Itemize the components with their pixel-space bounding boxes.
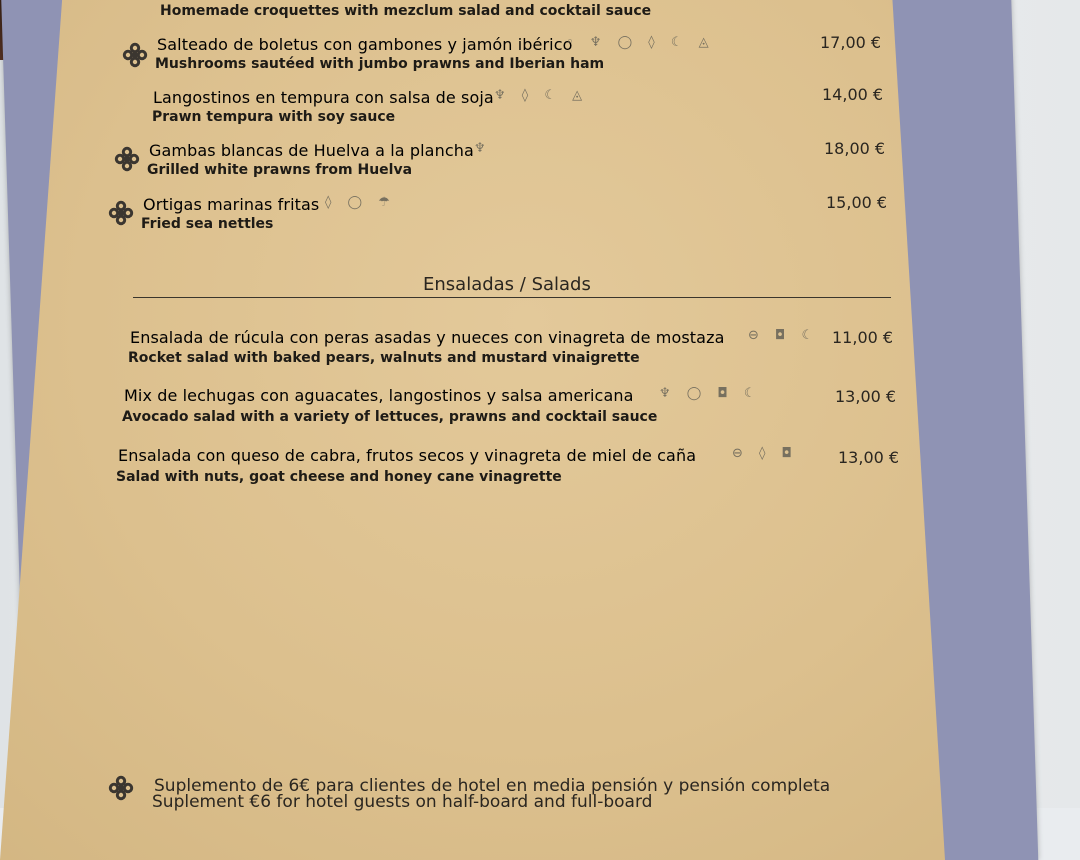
house-speciality-clover-icon bbox=[107, 774, 135, 802]
dish-name-es: Ortigas marinas fritas bbox=[143, 195, 320, 214]
dish-price: 14,00 € bbox=[822, 85, 884, 104]
dish-name-en: Avocado salad with a variety of lettuces, prawns and cocktail sauce bbox=[122, 409, 658, 425]
dish-name-en: Fried sea nettles bbox=[141, 216, 274, 232]
dish-name-en: Rocket salad with baked pears, walnuts and mustard vinaigrette bbox=[128, 350, 640, 366]
house-speciality-clover-icon bbox=[113, 145, 141, 173]
dish-price: 13,00 € bbox=[838, 448, 900, 467]
supplement-note-en: Suplement €6 for hotel guests on half-board and full-board bbox=[152, 792, 653, 812]
dish-name-en: Mushrooms sautéed with jumbo prawns and Iberian ham bbox=[155, 56, 605, 72]
croquettes-description-en: Homemade croquettes with mezclum salad and cocktail sauce bbox=[160, 3, 652, 19]
dish-name-es: Langostinos en tempura con salsa de soja bbox=[153, 88, 494, 107]
allergen-icons: ⊖ ◊ ◘ bbox=[732, 446, 798, 461]
dish-name-es: Salteado de boletus con gambones y jamón ibérico bbox=[157, 35, 573, 54]
supplement-note-es: Suplemento de 6€ para clientes de hotel en media pensión y pensión completa bbox=[154, 776, 831, 796]
allergen-icons: ♆ bbox=[474, 141, 492, 156]
dish-price: 11,00 € bbox=[832, 328, 894, 347]
dish-name-en: Prawn tempura with soy sauce bbox=[152, 109, 396, 125]
dish-name-es: Ensalada con queso de cabra, frutos secos y vinagreta de miel de caña bbox=[118, 446, 697, 465]
dish-price: 18,00 € bbox=[824, 139, 886, 158]
dish-name-es: Gambas blancas de Huelva a la plancha bbox=[149, 141, 474, 160]
house-speciality-clover-icon bbox=[107, 199, 135, 227]
dish-price: 13,00 € bbox=[835, 387, 897, 406]
section-heading-salads: Ensaladas / Salads bbox=[423, 274, 591, 295]
allergen-icons: ♆ ◊ ☾ ◬ bbox=[494, 88, 589, 103]
dish-name-es: Ensalada de rúcula con peras asadas y nueces con vinagreta de mostaza bbox=[130, 328, 725, 347]
dish-price: 17,00 € bbox=[820, 33, 882, 52]
house-speciality-clover-icon bbox=[121, 41, 149, 69]
dish-name-es: Mix de lechugas con aguacates, langostinos y salsa americana bbox=[124, 386, 634, 405]
allergen-icons: ⊖ ◘ ☾ bbox=[748, 328, 820, 343]
allergen-icons: ◊ ◯ ☂ bbox=[325, 195, 396, 210]
section-divider bbox=[133, 297, 891, 298]
dish-name-en: Salad with nuts, goat cheese and honey cane vinagrette bbox=[116, 469, 562, 485]
dish-price: 15,00 € bbox=[826, 193, 888, 212]
allergen-icons: ♆ ◯ ◘ ☾ bbox=[659, 386, 762, 401]
dish-name-en: Grilled white prawns from Huelva bbox=[147, 162, 413, 178]
allergen-icons: ◦ ♆ ◯ ◊ ☾ ◬ bbox=[566, 35, 715, 50]
